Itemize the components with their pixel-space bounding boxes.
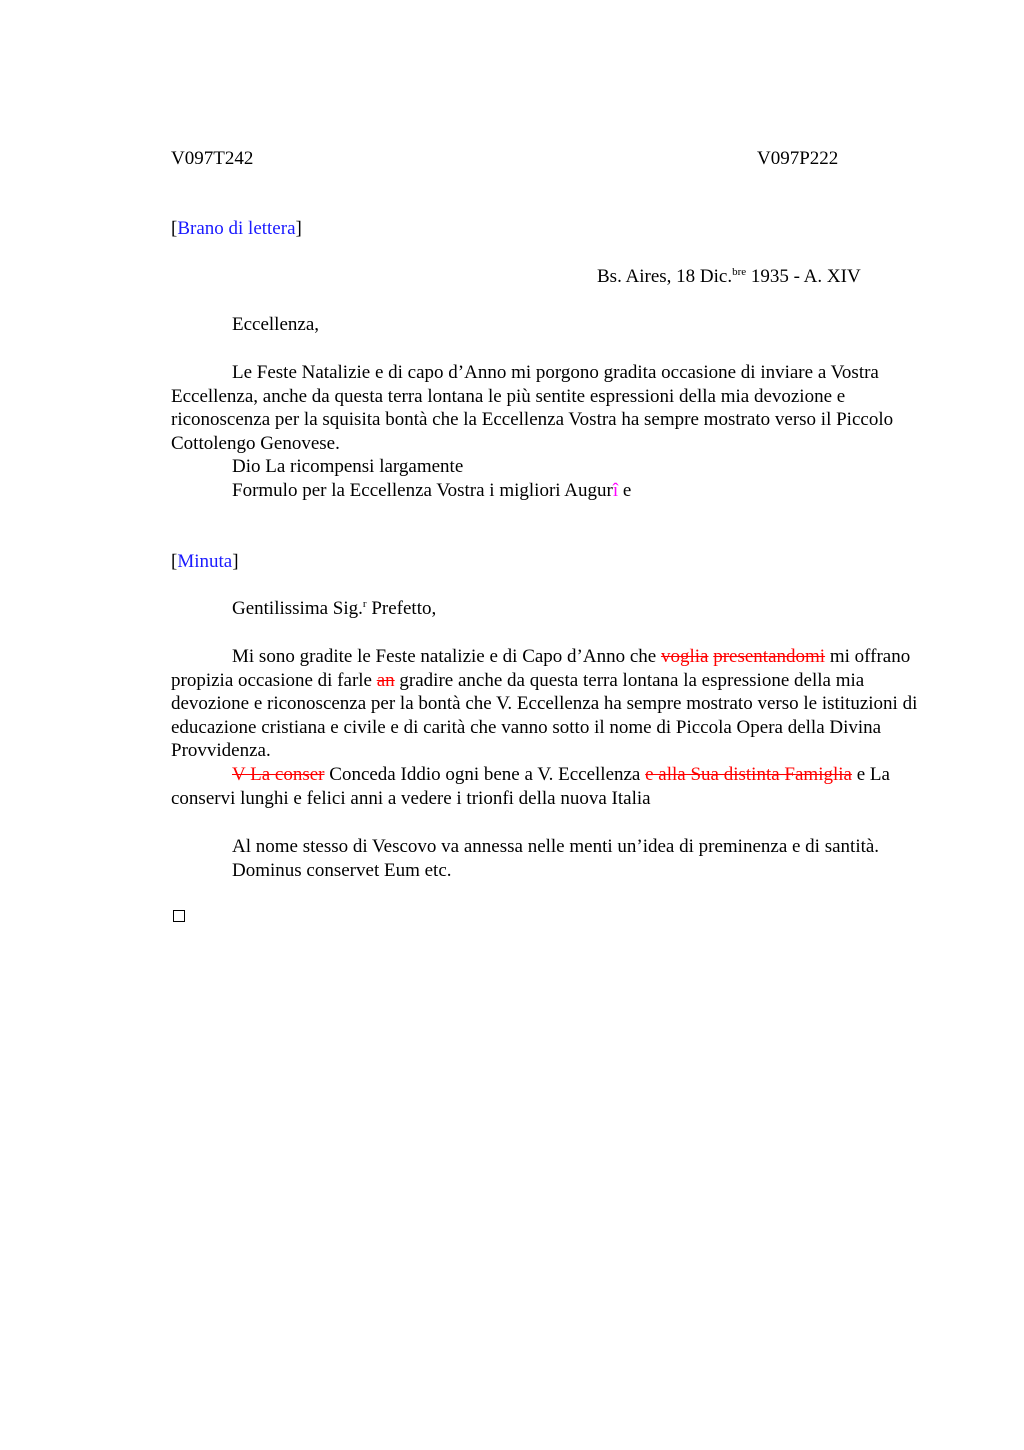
section-heading-brano: [Brano di lettera] — [171, 218, 302, 239]
letter-salutation — [171, 313, 931, 337]
deletion: e alla Sua distinta Famiglia — [645, 763, 852, 785]
minuta-paragraph-3: Al nome stesso di Vescovo va annessa nelle menti un’idea di preminenza e di santità. — [232, 836, 880, 857]
minuta-salutation-text — [171, 597, 931, 621]
minuta-paragraph-1 — [171, 645, 931, 763]
dateline-superscript: bre — [732, 266, 747, 278]
section-heading-minuta-label: Minuta — [177, 551, 233, 572]
deletion: voglia — [660, 646, 709, 667]
dateline — [597, 265, 861, 289]
deletion: an — [376, 669, 395, 691]
letter-body — [171, 361, 931, 503]
minuta-salutation — [171, 597, 931, 621]
reference-code-right: V097P222 — [757, 148, 839, 169]
reference-code-left: V097T242 — [171, 148, 254, 169]
letter-line-blessing: Dio La ricompensi largamente — [232, 456, 464, 478]
wishes-text: Formulo per la Eccellenza Vostra i migliori Augur — [232, 479, 613, 501]
salutation-pre: Gentilissima Sig. — [232, 598, 363, 619]
text-run: mi offrano propizia occasione di farle — [171, 646, 911, 691]
section-heading-minuta: [Minuta] — [171, 551, 239, 572]
salutation-text: Eccellenza, — [232, 314, 320, 335]
letter-paragraph: Le Feste Natalizie e di capo d’Anno mi porgono gradita occasione di inviare a Vostra Eccellenza, anche da questa terra lontana le più sentite espressioni della mia devozione e riconoscenza per la squisita bontà che la Eccellenza Vostra ha sempre mostrato verso il Piccolo Cottolengo Genovese. — [171, 362, 894, 454]
editorial-mark: î — [612, 479, 619, 501]
dateline-year: 1935 - A. XIV — [746, 266, 861, 287]
dateline-text: Bs. Aires, 18 Dic. — [597, 266, 733, 287]
salutation-post: Prefetto, — [366, 598, 437, 619]
wishes-end: e — [618, 479, 632, 501]
minuta-paragraph-2 — [171, 763, 931, 810]
text-run: e La conservi lunghi e felici anni a vedere i trionfi della nuova Italia — [171, 763, 890, 809]
text-run: gradire anche da questa terra lontana la espressione della mia devozione e riconoscenza per la bontà che V. Eccellenza ha sempre mostrato verso le istituzioni di educazione cristiana e civile e di carità che vanno sotto il nome di Piccola Opera della Divina Provvidenza. — [171, 669, 918, 762]
checkbox-glyph — [173, 910, 185, 922]
salutation-superscript: r — [362, 598, 367, 610]
text-run: Mi sono gradite le Feste natalizie e di Capo d’Anno che — [232, 646, 661, 667]
section-heading-brano-label: Brano di lettera — [177, 218, 296, 239]
letter-line-wishes — [171, 479, 931, 503]
deletion: V La conser — [232, 763, 325, 785]
minuta-closing — [171, 835, 931, 882]
deletion: presentandomi — [713, 646, 826, 667]
minuta-paragraph-4: Dominus conservet Eum etc. — [232, 859, 452, 881]
minuta-body — [171, 645, 931, 810]
text-run: Conceda Iddio ogni bene a V. Eccellenza — [324, 763, 646, 785]
